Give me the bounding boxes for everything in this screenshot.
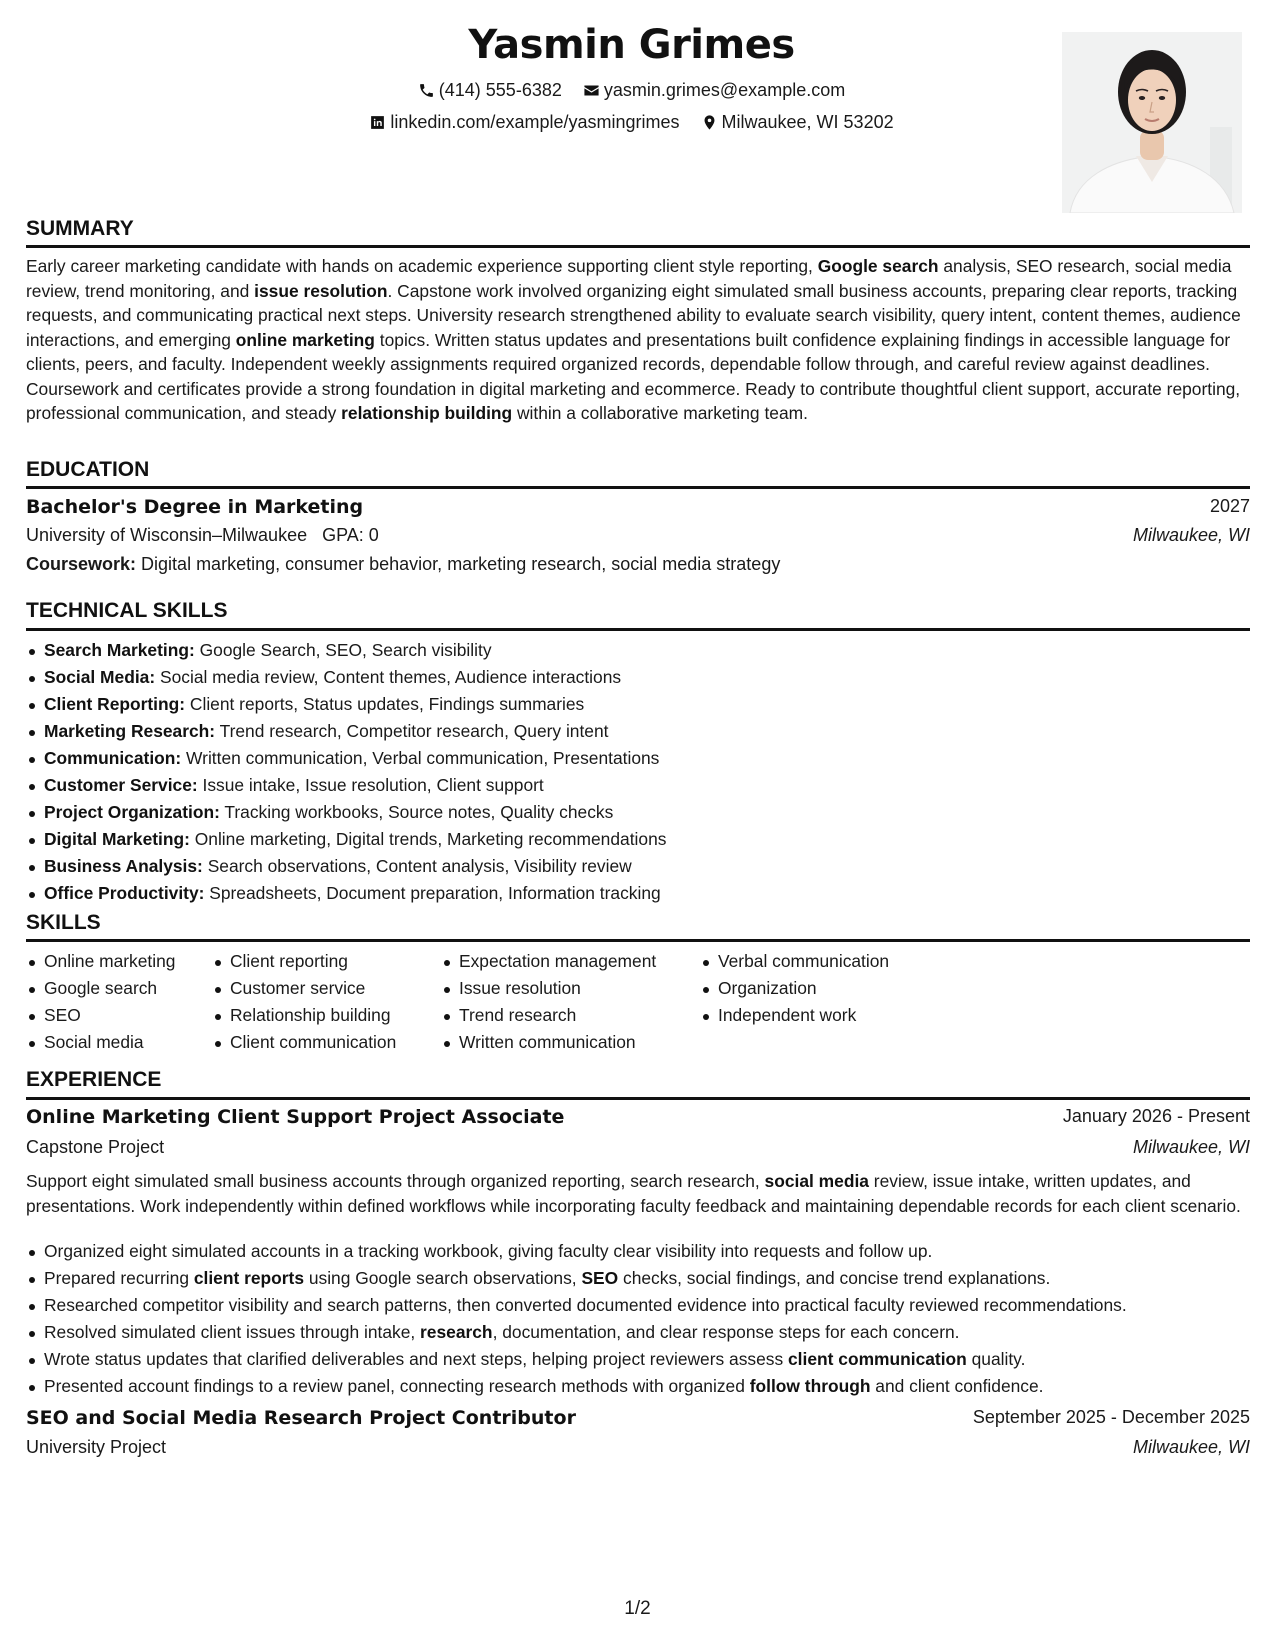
bullet-keyword: follow through [749, 1376, 871, 1396]
summary-segment: analysis, SEO research, social media review, trend monitoring, and [26, 256, 1232, 301]
list-item [26, 1292, 1250, 1319]
job-organization: Capstone Project [26, 1137, 165, 1157]
list-item: Expectation management [441, 948, 656, 975]
skill-category: Office Productivity: [44, 883, 205, 903]
bullet-keyword: client communication [788, 1349, 967, 1369]
list-item [26, 826, 1250, 853]
linkedin-contact[interactable] [369, 112, 679, 133]
skill-category: Digital Marketing: [44, 829, 190, 849]
list-item [26, 1319, 1250, 1346]
email-contact[interactable] [583, 80, 845, 101]
list-item [26, 1373, 1250, 1400]
profile-photo [1062, 32, 1242, 213]
bullet-text: Wrote status updates that clarified deliverables and next steps, helping project reviewers assess [44, 1349, 789, 1369]
job-org-row [26, 1437, 1250, 1458]
job-title-row [26, 1106, 1250, 1128]
list-item [26, 1346, 1250, 1373]
bullet-keyword: client reports [193, 1268, 304, 1288]
linkedin-text[interactable]: linkedin.com/example/yasmingrimes [390, 112, 680, 132]
skill-values: Written communication, Verbal communication, Presentations [186, 748, 660, 768]
portrait-illustration [1062, 32, 1242, 213]
coursework-label: Coursework: [26, 554, 137, 574]
bullet-text: checks, social findings, and concise trend explanations. [618, 1268, 1051, 1288]
graduation-year: 2027 [1209, 496, 1250, 516]
bullet-text: using Google search observations, [304, 1268, 582, 1288]
gpa: GPA: 0 [322, 525, 379, 545]
skill-values: Social media review, Content themes, Audience interactions [159, 667, 622, 687]
skills-column-4 [700, 948, 889, 1029]
section-title-experience: EXPERIENCE [26, 1068, 162, 1091]
skill-category: Marketing Research: [44, 721, 216, 741]
skill-category: Social Media: [44, 667, 156, 687]
list-item [26, 799, 1250, 826]
list-item [26, 880, 1250, 907]
list-item: Verbal communication [700, 948, 889, 975]
summary-keyword: Google search [817, 256, 939, 276]
section-title-education: EDUCATION [26, 458, 150, 481]
summary-text [26, 254, 1254, 426]
skill-category: Business Analysis: [44, 856, 203, 876]
job-title-row [26, 1407, 1250, 1429]
list-item [26, 1238, 1250, 1265]
list-item [26, 718, 1250, 745]
job-org-row [26, 1137, 1250, 1158]
skill-values: Spreadsheets, Document preparation, Information tracking [209, 883, 661, 903]
skill-category: Communication: [44, 748, 182, 768]
school-name: University of Wisconsin–Milwaukee [26, 525, 308, 545]
bullet-text: Resolved simulated client issues through intake, [44, 1322, 421, 1342]
bullet-keyword: research [420, 1322, 493, 1342]
candidate-name: Yasmin Grimes [468, 22, 795, 68]
bullet-text: Researched competitor visibility and search patterns, then converted documented evidence into practical faculty reviewed recommendations. [44, 1295, 1127, 1315]
list-item [26, 637, 1250, 664]
list-item: SEO [26, 1002, 175, 1029]
page-number: 1/2 [624, 1598, 651, 1619]
bullet-text: quality. [966, 1349, 1026, 1369]
summary-keyword: online marketing [235, 329, 375, 350]
bullet-text: , documentation, and clear response steps for each concern. [492, 1322, 960, 1342]
bullet-keyword: SEO [581, 1268, 619, 1288]
job-location: Milwaukee, WI [1132, 1437, 1250, 1457]
skill-category: Customer Service: [44, 775, 198, 795]
job-title: Online Marketing Client Support Project Associate [26, 1106, 565, 1128]
skills-column-2 [212, 948, 396, 1056]
job-location: Milwaukee, WI [1132, 1137, 1250, 1157]
degree-title: Bachelor's Degree in Marketing [26, 496, 364, 518]
coursework-text: Digital marketing, consumer behavior, marketing research, social media strategy [141, 554, 781, 574]
list-item: Google search [26, 975, 175, 1002]
section-divider [26, 628, 1250, 631]
job-title: SEO and Social Media Research Project Contributor [26, 1407, 576, 1429]
phone-contact [418, 80, 562, 101]
list-item [26, 691, 1250, 718]
list-item: Trend research [441, 1002, 656, 1029]
section-title-skills: SKILLS [26, 911, 101, 934]
job-dates: September 2025 - December 2025 [972, 1407, 1250, 1427]
list-item [26, 853, 1250, 880]
summary-segment: within a collaborative marketing team. [512, 403, 808, 423]
job-summary-segment: review, issue intake, written updates, and presentations. Work independently within defined workflows while incorporating faculty feedback and maintaining dependable records for each client scenario. [26, 1171, 1241, 1216]
technical-skills-list [26, 637, 1250, 907]
list-item [26, 772, 1250, 799]
list-item: Social media [26, 1029, 175, 1056]
job-bullets [26, 1238, 1250, 1400]
list-item: Organization [700, 975, 889, 1002]
job-summary-keyword: social media [764, 1171, 869, 1191]
job-organization: University Project [26, 1437, 167, 1457]
list-item: Relationship building [212, 1002, 396, 1029]
section-divider [26, 245, 1250, 248]
list-item [26, 745, 1250, 772]
summary-segment: topics. Written status updates and presentations built confidence explaining findings in accessible language for clients, peers, and faculty. Independent weekly assignments required organized records, dependable follow through, and careful review against deadlines. Coursework and certificates provide a strong foundation in digital marketing and ecommerce. Ready to contribute thoughtful client support, accurate reporting, professional communication, and steady [26, 329, 1241, 423]
list-item: Online marketing [26, 948, 175, 975]
job-summary-segment: Support eight simulated small business accounts through organized reporting, search research, [26, 1171, 765, 1191]
location-text: Milwaukee, WI 53202 [721, 112, 894, 132]
skill-category: Project Organization: [44, 802, 220, 822]
summary-keyword: relationship building [341, 403, 513, 423]
map-pin-icon [701, 114, 718, 131]
envelope-icon [583, 82, 600, 99]
summary-segment: Early career marketing candidate with hands on academic experience supporting client style reporting, [26, 256, 818, 276]
list-item [26, 1265, 1250, 1292]
bullet-text: and client confidence. [870, 1376, 1044, 1396]
email-text[interactable]: yasmin.grimes@example.com [603, 80, 846, 100]
skill-values: Google Search, SEO, Search visibility [199, 640, 492, 660]
bullet-text: Prepared recurring [44, 1268, 194, 1288]
bullet-text: Presented account findings to a review panel, connecting research methods with organized [44, 1376, 750, 1396]
section-divider [26, 939, 1250, 942]
list-item: Independent work [700, 1002, 889, 1029]
location-contact [701, 112, 894, 133]
skill-category: Client Reporting: [44, 694, 186, 714]
phone-text: (414) 555-6382 [438, 80, 562, 100]
skill-values: Trend research, Competitor research, Query intent [219, 721, 609, 741]
skill-category: Search Marketing: [44, 640, 195, 660]
list-item: Written communication [441, 1029, 656, 1056]
list-item: Client reporting [212, 948, 396, 975]
list-item: Issue resolution [441, 975, 656, 1002]
school-location: Milwaukee, WI [1132, 525, 1250, 545]
list-item: Customer service [212, 975, 396, 1002]
skill-values: Issue intake, Issue resolution, Client support [202, 775, 544, 795]
section-title-summary: SUMMARY [26, 217, 134, 240]
list-item: Client communication [212, 1029, 396, 1056]
education-degree-row [26, 496, 1250, 518]
education-school-row [26, 525, 1250, 546]
section-divider [26, 1097, 1250, 1100]
job-summary [26, 1169, 1254, 1218]
skill-values: Client reports, Status updates, Findings summaries [189, 694, 585, 714]
skills-column-3 [441, 948, 656, 1056]
coursework-row [26, 554, 1250, 575]
job-dates: January 2026 - Present [1062, 1106, 1250, 1126]
linkedin-icon [369, 114, 386, 131]
summary-keyword: issue resolution [254, 280, 388, 301]
phone-icon [418, 82, 435, 99]
bullet-text: Organized eight simulated accounts in a tracking workbook, giving faculty clear visibility into requests and follow up. [44, 1241, 933, 1261]
skill-values: Tracking workbooks, Source notes, Quality checks [224, 802, 614, 822]
summary-segment: . Capstone work involved organizing eight simulated small business accounts, preparing clear reports, tracking requests, and communicating practical next steps. University research strengthened ability to evaluate search visibility, query intent, content themes, audience interactions, and emerging [26, 280, 1241, 350]
skill-values: Online marketing, Digital trends, Marketing recommendations [194, 829, 667, 849]
skill-values: Search observations, Content analysis, Visibility review [207, 856, 632, 876]
list-item [26, 664, 1250, 691]
skills-column-1 [26, 948, 175, 1056]
section-divider [26, 486, 1250, 489]
section-title-technical-skills: TECHNICAL SKILLS [26, 599, 228, 622]
